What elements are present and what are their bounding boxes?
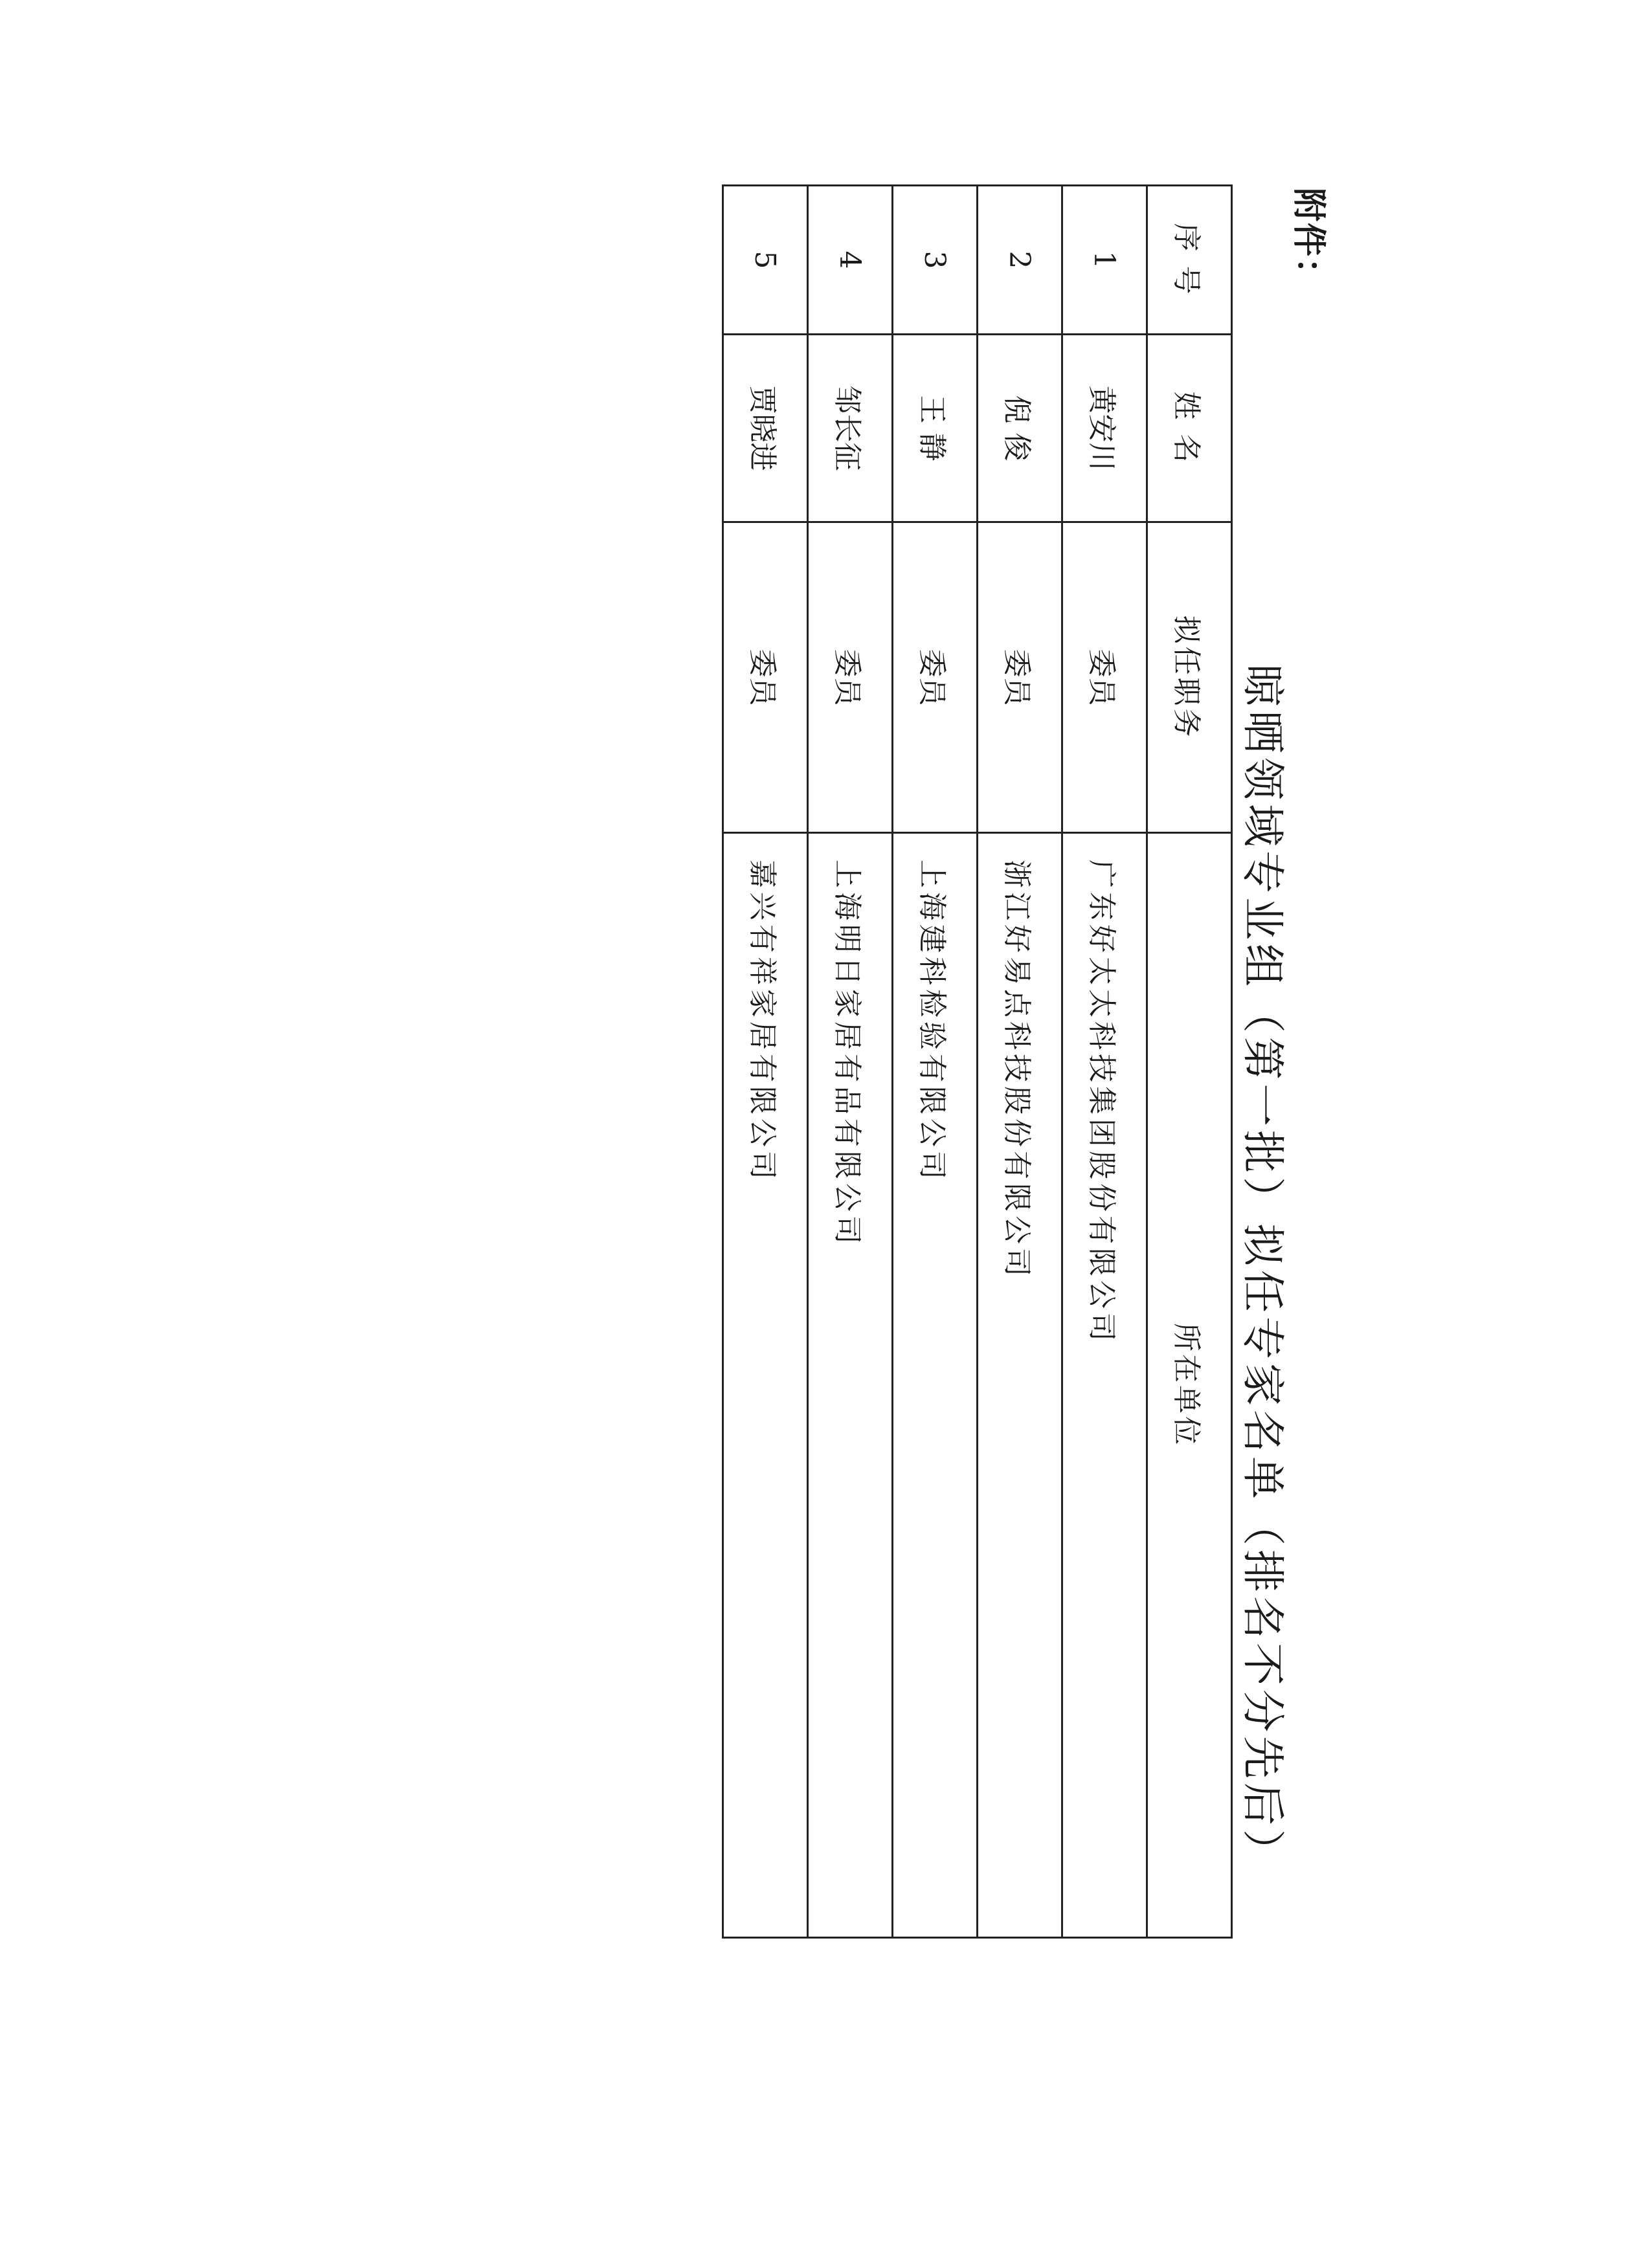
header-position: 拟任职务: [1147, 522, 1232, 833]
cell-name: 王 静: [893, 335, 978, 522]
cell-position: 委员: [1062, 522, 1147, 833]
cell-name: 贾晓进: [723, 335, 808, 522]
table-row: [978, 186, 1062, 1938]
cell-unit: 广东好太太科技集团股份有限公司: [1062, 833, 1147, 1938]
cell-position: 委员: [808, 522, 893, 833]
cell-seq: 1: [1062, 186, 1147, 335]
cell-unit: 嘉兴有祥家居有限公司: [723, 833, 808, 1938]
cell-seq: 4: [808, 186, 893, 335]
cell-position: 委员: [723, 522, 808, 833]
table-row: [893, 186, 978, 1938]
cell-unit: 上海建科检验有限公司: [893, 833, 978, 1938]
cell-position: 委员: [978, 522, 1062, 833]
cell-seq: 5: [723, 186, 808, 335]
cell-seq: 3: [893, 186, 978, 335]
expert-table: [722, 184, 1233, 1939]
table-row: [1062, 186, 1147, 1938]
header-name: 姓 名: [1147, 335, 1232, 522]
table-row: [723, 186, 808, 1938]
cell-position: 委员: [893, 522, 978, 833]
cell-seq: 2: [978, 186, 1062, 335]
cell-unit: 上海明日家居有品有限公司: [808, 833, 893, 1938]
cell-name: 黄安川: [1062, 335, 1147, 522]
header-unit: 所在单位: [1147, 833, 1232, 1938]
cell-unit: 浙江好易点科技股份有限公司: [978, 833, 1062, 1938]
document-title-text: 晾晒领域专业组（第一批）拟任专家名单（排名不分先后）: [1238, 664, 1288, 1876]
header-seq: 序 号: [1147, 186, 1232, 335]
cell-name: 倪 俊: [978, 335, 1062, 522]
table-row: [808, 186, 893, 1938]
cell-name: 邹长征: [808, 335, 893, 522]
attachment-label: 附件：: [1289, 188, 1328, 293]
document-title: [1236, 0, 1297, 2268]
table-header-row: [1147, 186, 1232, 1938]
